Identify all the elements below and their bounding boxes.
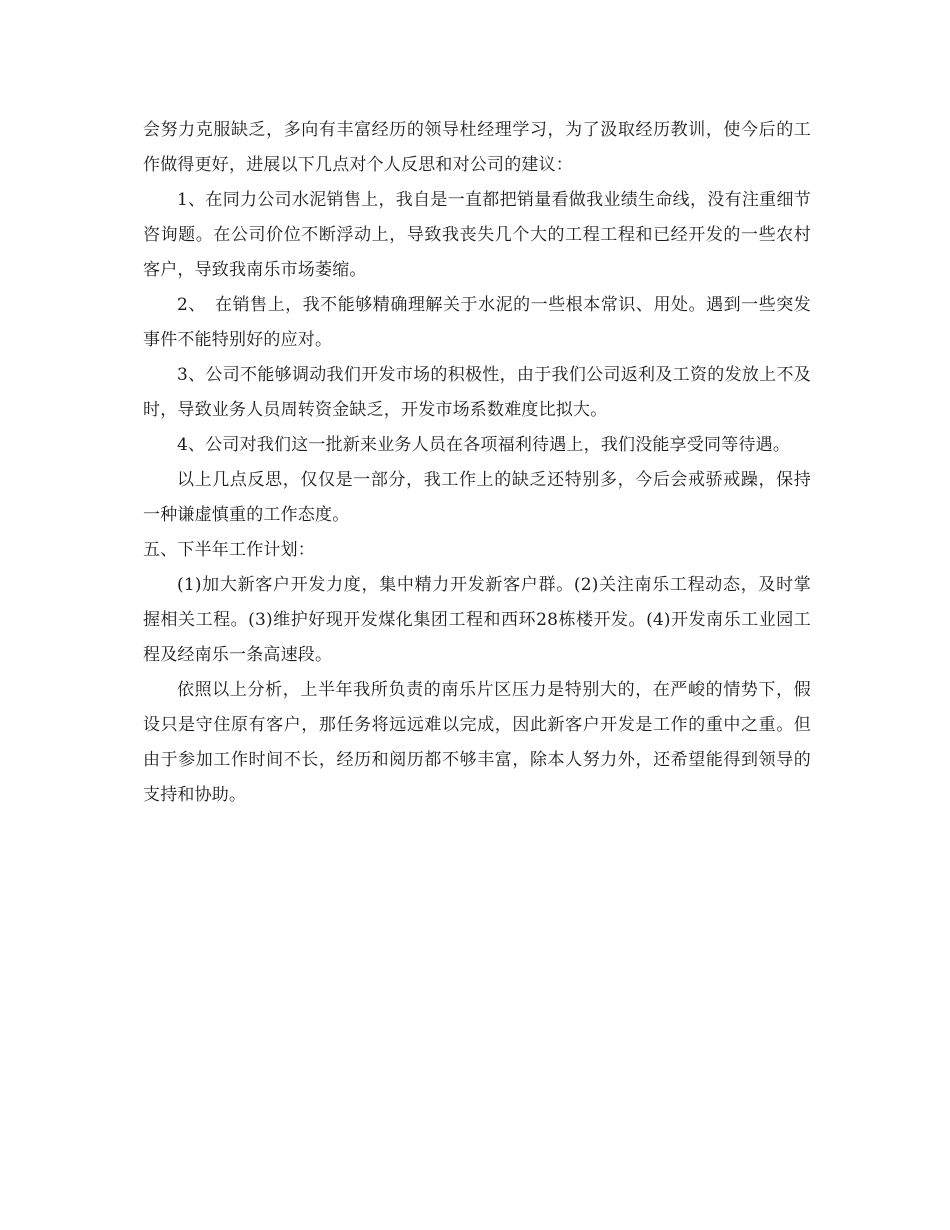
body-paragraph-point-1: 1、在同力公司水泥销售上，我自是一直都把销量看做我业绩生命线，没有注重细节咨询题。在公司价位不断浮动上，导致我丧失几个大的工程工程和已经开发的一些农村客户，导致我南乐市场萎缩。 [143,190,811,280]
body-paragraph-point-3: 3、公司不能够调动我们开发市场的积极性，由于我们公司返利及工资的发放上不及时，导致业务人员周转资金缺乏，开发市场系数难度比拟大。 [143,365,811,420]
section-heading-work-plan: 五、下半年工作计划： [143,540,315,560]
body-paragraph-reflection-summary: 以上几点反思，仅仅是一部分，我工作上的缺乏还特别多，今后会戒骄戒躁，保持一种谦虚慎重的工作态度。 [143,470,811,525]
document-body [143,113,811,813]
body-paragraph-point-2: 2、 在销售上，我不能够精确理解关于水泥的一些根本常识、用处。遇到一些突发事件不能特别好的应对。 [143,295,811,350]
body-paragraph-continuation: 会努力克服缺乏，多向有丰富经历的领导杜经理学习，为了汲取经历教训，使今后的工作做得更好，进展以下几点对个人反思和对公司的建议： [143,120,811,175]
body-paragraph-work-plan-items: (1)加大新客户开发力度，集中精力开发新客户群。(2)关注南乐工程动态，及时掌握相关工程。(3)维护好现开发煤化集团工程和西环28栋楼开发。(4)开发南乐工业园工程及经南乐一条高速段。 [143,575,811,665]
body-paragraph-conclusion: 依照以上分析，上半年我所负责的南乐片区压力是特别大的，在严峻的情势下，假设只是守住原有客户，那任务将远远难以完成，因此新客户开发是工作的重中之重。但由于参加工作时间不长，经历和阅历都不够丰富，除本人努力外，还希望能得到领导的支持和协助。 [143,680,811,805]
body-paragraph-point-4: 4、公司对我们这一批新来业务人员在各项福利待遇上，我们没能享受同等待遇。 [177,435,791,455]
